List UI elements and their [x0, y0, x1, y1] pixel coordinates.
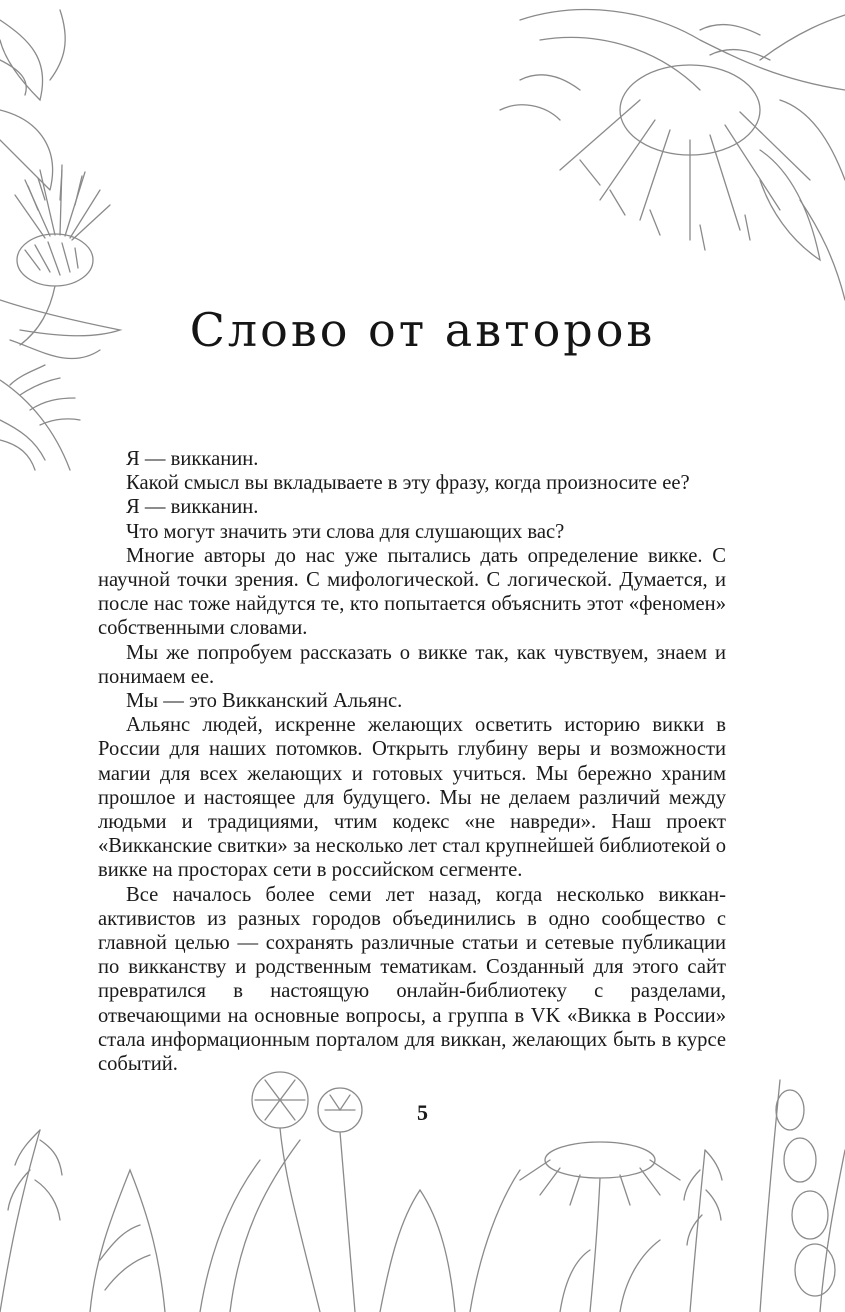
page-number: 5: [417, 1100, 428, 1125]
paragraph: Я — викканин.: [126, 496, 259, 519]
paragraph: Я — викканин.: [126, 448, 259, 470]
leaf-icon: [0, 10, 65, 190]
page-title: Слово от авторов: [189, 303, 656, 357]
paragraph: Мы же попробуем рассказать о викке так, как чувствуем, знаем и понимаем ее.: [98, 641, 726, 688]
fern-icon: [0, 365, 80, 470]
body-text: [98, 447, 726, 1076]
paragraph: Какой смысл вы вкладываете в эту фразу, когда произносите ее?: [126, 472, 690, 495]
flower-icon: [500, 10, 845, 300]
paragraph: Многие авторы до нас уже пытались дать определение викке. С научной точки зрения. С мифологической. С логической. Думается, и после нас тоже найдутся те, кто попытается объяснить этот «феномен» собственными словами.: [98, 544, 726, 640]
paragraph: Все началось более семи лет назад, когда несколько виккан-активистов из разных городов объединились в одно сообщество с главной целью — сохранять различные статьи и сетевые публикации по викканству и родственным тематикам. Созданный для этого сайт превратился в настоящую онлайн-библиотеку с разделами, отвечающими на основные вопросы, а группа в VK «Викка в России» стала информационным порталом для виккан, желающих быть в курсе событий.: [98, 883, 726, 1076]
paragraph: Что могут значить эти слова для слушающих вас?: [126, 520, 565, 543]
paragraph: Мы — это Викканский Альянс.: [126, 690, 403, 713]
paragraph: Альянс людей, искренне желающих осветить историю викки в России для наших потомков. Открыть глубину веры и возможности магии для всех желающих и готовых учиться. Мы бережно храним прошлое и настоящее для будущего. Мы не делаем различий между людьми и традициями, чтим кодекс «не навреди». Наш проект «Викканские свитки» за несколько лет стал крупнейшей библиотекой о викке на просторах сети в российском сегменте.: [98, 714, 726, 882]
